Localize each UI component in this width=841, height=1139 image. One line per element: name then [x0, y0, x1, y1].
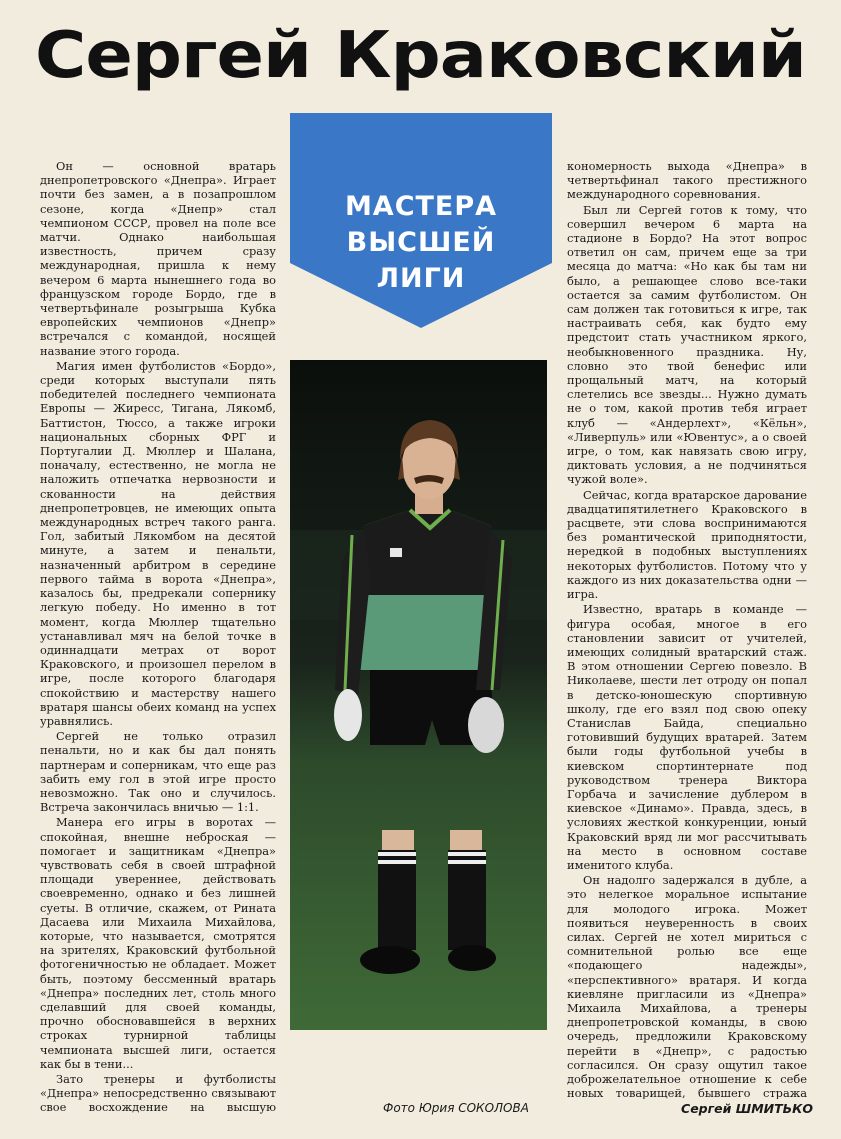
author-byline: Сергей ШМИТЬКО	[681, 1101, 813, 1116]
paragraph: Сейчас, когда вратарское дарование двадцатипятилетнего Краковского в расцвете, эти слова воспринимаются без романтической приподнятости, нередкой в подобных выступлениях некоторых футболистов. Потому что у каждого из них доказательства одни — игра.	[567, 487, 807, 602]
paragraph: Зато тренеры и футболисты «Днепра» непосредственно связывают свое восхождение на высшую	[40, 1072, 276, 1114]
paragraph: Он надолго задержался в дубле, а это нелегкое моральное испытание для молодого игрока. Может появиться неуверенность в своих силах. Сергей не хотел мириться с сомнительной ролью все еще «подающего надежды», «перспективного» вратаря. И когда киевляне пригласили из «Днепра» Михаила Михайлова, а тренеры днепропетровской команды, в свою очередь, предложили Краковскому перейти в «Днепр», с радостью согласился. Он сразу ощутил такое доброжелательное отношение к себе новых товарищей, бывшего стража	[567, 873, 807, 1099]
paragraph: кономерность выхода «Днепра» в четвертьфинал такого престижного международного соревнования.	[567, 159, 807, 202]
article-title: Сергей Краковский	[35, 17, 806, 93]
paragraph: Сергей не только отразил пенальти, но и как бы дал понять партнерам и соперникам, что еще раз забить ему гол в этой игре просто невозможно. Так оно и случилось. Встреча закончилась вничью — 1:1.	[40, 729, 276, 815]
paragraph: Манера его игры в воротах — спокойная, внешне неброская — помогает и защитникам «Днепра» чувствовать себя в своей штрафной площади увереннее, действовать своевременно, однако и без лишней суеты. В отличие, скажем, от Рината Дасаева или Михаила Михайлова, которые, что называется, смотрятся на зрителях, Краковский футбольной фотогеничностью не обладает. Может быть, поэтому бессменный вратарь «Днепра» последних лет, столь много сделавший для своей команды, прочно обосновавшейся в верхних строках турнирной таблицы чемпионата высшей лиги, остается как бы в тени...	[40, 815, 276, 1071]
rubric-banner	[290, 113, 552, 328]
paragraph: Был ли Сергей готов к тому, что совершил вечером 6 марта на стадионе в Бордо? На этот вопрос ответил он сам, причем еще за три месяца до матча: «Но как бы там ни было, а решающее слово все-таки остается за самим футболистом. Он сам должен так готовиться к игре, так настраивать себя, как будто ему предстоит стать участником яркого, необыкновенного праздника. Ну, словно это твой бенефис или прощальный матч, на который слетелись все звезды... Нужно думать не о том, какой против тебя играет клуб — «Андерлехт», «Кёльн», «Ливерпуль» или «Ювентус», а о своей игре, о том, как навязать свою игру, диктовать условия, а не подчиняться чужой воле».	[567, 202, 807, 487]
text-column-right	[567, 159, 807, 1099]
paragraph: Он — основной вратарь днепропетровского «Днепра». Играет почти без замен, а в позапрошлом сезоне, когда «Днепр» стал чемпионом СССР, провел на поле все матчи. Однако наибольшая известность, причем сразу международная, пришла к нему вечером 6 марта нынешнего года во французском городе Бордо, где в четвертьфинале розыгрыша Кубка европейских чемпионов «Днепр» встречался с командой, носящей название этого города.	[40, 159, 276, 358]
text-column-left	[40, 159, 276, 1114]
goalkeeper-illustration	[290, 360, 547, 1030]
paragraph: Магия имен футболистов «Бордо», среди которых выступали пять победителей последнего чемпионата Европы — Жиресс, Тигана, Лякомб, Баттистон, Тюссо, а также игроки национальных сборных ФРГ и Португалии Д. Мюллер и Шалана, поначалу, естественно, не могла не наложить отпечатка нервозности и скованности на действия днепропетровцев, не имеющих опыта международных встреч такого ранга. Гол, забитый Лякомбом на десятой минуте, а затем и пенальти, назначенный арбитром в середине первого тайма в ворота «Днепра», казалось бы, предрекали сопернику легкую победу. Но именно в тот момент, когда Мюллер тщательно устанавливал мяч на белой точке в одиннадцати метрах от ворот Краковского, и произошел перелом в игре, после которого благодаря спокойствию и мастерству нашего вратаря шансы обеих команд на успех уравнялись.	[40, 358, 276, 728]
banner-line-1: МАСТЕРА	[344, 191, 498, 222]
goalkeeper-photo	[290, 360, 547, 1030]
banner-line-3: ЛИГИ	[376, 263, 466, 294]
photo-credit: Фото Юрия СОКОЛОВА	[383, 1101, 529, 1115]
paragraph: Известно, вратарь в команде — фигура особая, многое в его становлении зависит от учителей, имеющих солидный вратарский стаж. В этом отношении Сергею повезло. В Николаеве, шести лет отроду он попал в детско-юношескую спортивную школу, где его взял под свою опеку Станислав Байда, специально готовивший будущих вратарей. Затем были годы футбольной учебы в киевском спортинтернате под руководством тренера Виктора Горбача и зачисление дублером в киевское «Динамо». Правда, здесь, в условиях жесткой конкуренции, юный Краковский вряд ли мог рассчитывать на место в основном составе именитого клуба.	[567, 602, 807, 872]
banner-line-2: ВЫСШЕЙ	[346, 227, 496, 258]
